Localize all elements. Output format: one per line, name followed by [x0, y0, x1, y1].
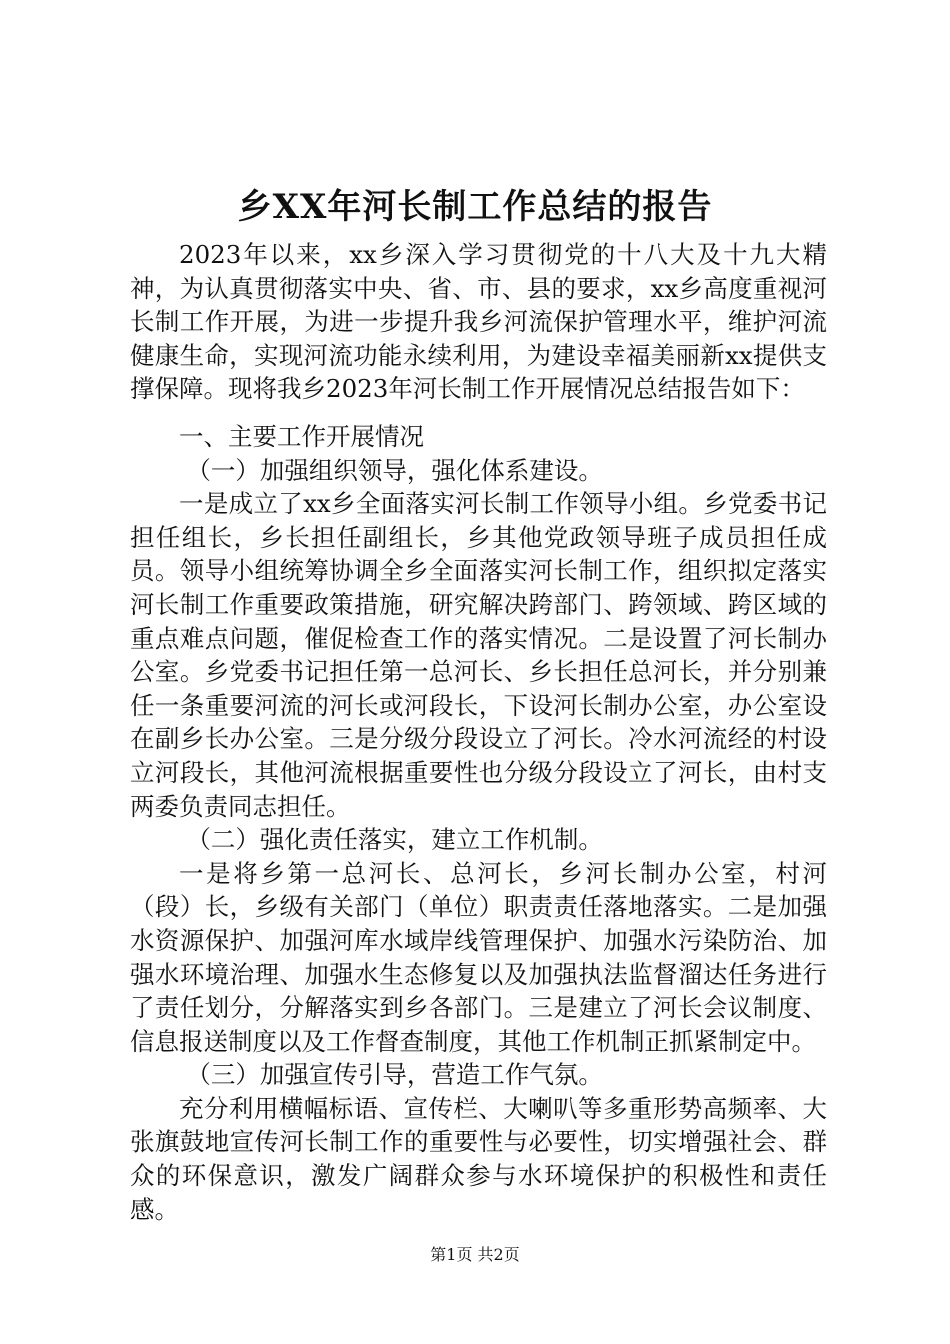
intro-block [130, 238, 827, 406]
subsection-body-3: 充分利用横幅标语、宣传栏、大喇叭等多重形势高频率、大张旗鼓地宣传河长制工作的重要性与必要性，切实增强社会、群众的环保意识，激发广阔群众参与水环境保护的积极性和责任感。 [130, 1093, 827, 1224]
document-body [130, 420, 827, 1226]
document-title: 乡XX年河长制工作总结的报告 [237, 187, 713, 227]
subsection-heading-2: （二）强化责任落实，建立工作机制。 [186, 825, 603, 855]
subsection-heading-3: （三）加强宣传引导，营造工作气氛。 [186, 1060, 603, 1090]
page-indicator: 第1页 共2页 [430, 1245, 520, 1264]
section-heading: 一、主要工作开展情况 [179, 422, 424, 451]
intro-paragraph: 2023年以来，xx乡深入学习贯彻党的十八大及十九大精神，为认真贯彻落实中央、省、市、县的要求，xx乡高度重视河长制工作开展，为进一步提升我乡河流保护管理水平，维护河流健康生命，实现河流功能永续利用，为建设幸福美丽新xx提供支撑保障。现将我乡2023年河长制工作开展情况总结报告如下： [130, 240, 827, 404]
subsection-body-2: 一是将乡第一总河长、总河长，乡河长制办公室，村河（段）长，乡级有关部门（单位）职责责任落地落实。二是加强水资源保护、加强河库水域岸线管理保护、加强水污染防治、加强水环境治理、加强水生态修复以及加强执法监督溜达任务进行了责任划分，分解落实到乡各部门。三是建立了河长会议制度、信息报送制度以及工作督查制度，其他工作机制正抓紧制定中。 [130, 858, 827, 1056]
subsection-body-1: 一是成立了xx乡全面落实河长制工作领导小组。乡党委书记担任组长，乡长担任副组长，乡其他党政领导班子成员担任成员。领导小组统筹协调全乡全面落实河长制工作，组织拟定落实河长制工作重要政策措施，研究解决跨部门、跨领域、跨区域的重点难点问题，催促检查工作的落实情况。二是设置了河长制办公室。乡党委书记担任第一总河长、乡长担任总河长，并分别兼任一条重要河流的河长或河段长，下设河长制办公室，办公室设在副乡长办公室。三是分级分段设立了河长。冷水河流经的村设立河段长，其他河流根据重要性也分级分段设立了河长，由村支两委负责同志担任。 [130, 489, 827, 821]
subsection-heading-1: （一）加强组织领导，强化体系建设。 [186, 455, 603, 485]
page-footer [0, 1244, 950, 1266]
